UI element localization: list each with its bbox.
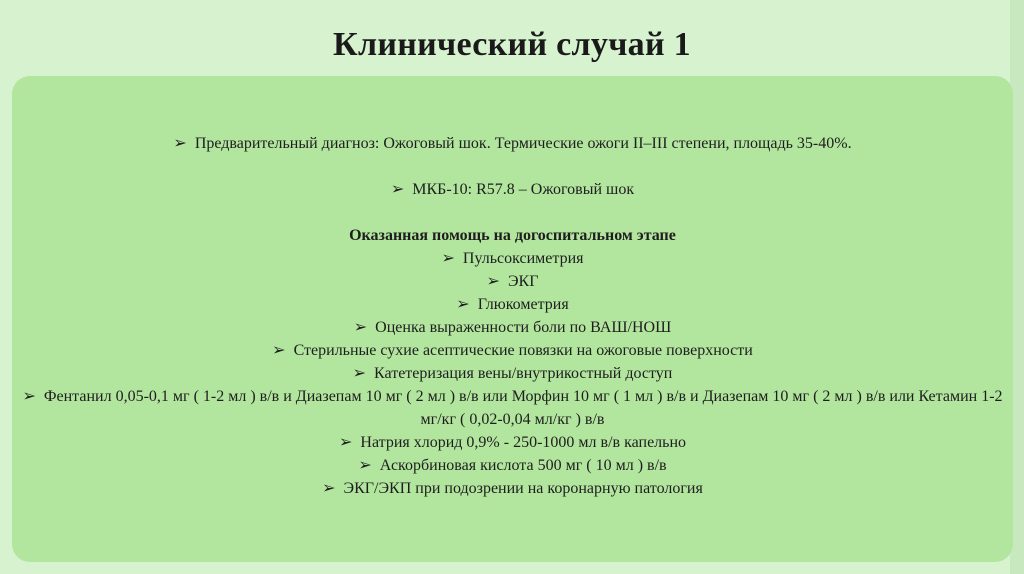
- list-item-text: Аскорбиновая кислота 500 мг ( 10 мл ) в/в: [379, 457, 667, 474]
- section-heading: Оказанная помощь на догоспитальном этапе: [349, 227, 676, 244]
- list-item: [12, 431, 1013, 454]
- spacer: [12, 201, 1013, 224]
- bullet-arrow-icon: ➢: [486, 273, 500, 290]
- list-item-text: Фентанил 0,05-0,1 мг ( 1-2 мл ) в/в и Диазепам 10 мг ( 2 мл ) в/в или Морфин 10 мг ( 1 мл ) в/в и Диазепам 10 мг ( 2 мл ) в/в или Кетамин 1-2 мг/кг ( 0,02-0,04 мл/кг ) в/в: [43, 388, 1003, 428]
- bullet-arrow-icon: ➢: [322, 480, 336, 497]
- list-item: [12, 270, 1013, 293]
- bullet-arrow-icon: ➢: [338, 434, 353, 451]
- list-item: [12, 247, 1013, 270]
- bullet-arrow-icon: ➢: [390, 181, 405, 198]
- list-item-text: ЭКГ: [507, 273, 539, 290]
- list-item: [12, 477, 1013, 500]
- diagnosis-text: Предварительный диагноз: Ожоговый шок. Термические ожоги II–III степени, площадь 35-40%.: [194, 135, 852, 152]
- spacer: [12, 155, 1013, 178]
- bullet-arrow-icon: ➢: [272, 342, 286, 359]
- list-item: [12, 293, 1013, 316]
- icd-line: [12, 178, 1013, 201]
- list-item: [12, 454, 1013, 477]
- list-item-text: Оценка выраженности боли по ВАШ/НОШ: [375, 319, 672, 336]
- list-item-text: Натрия хлорид 0,9% - 250-1000 мл в/в капельно: [360, 434, 687, 451]
- list-item: [12, 316, 1013, 339]
- bullet-arrow-icon: ➢: [358, 457, 372, 474]
- list-item-medication: [12, 385, 1013, 431]
- content-panel: [12, 76, 1013, 562]
- bullet-arrow-icon: ➢: [456, 296, 470, 313]
- list-item-text: Катетеризация вены/внутрикостный доступ: [374, 365, 673, 382]
- list-item-text: Пульсоксиметрия: [462, 250, 584, 267]
- diagnosis-line: [12, 132, 1013, 155]
- list-item-text: Стерильные сухие асептические повязки на ожоговые поверхности: [293, 342, 753, 359]
- slide-content: [12, 132, 1013, 500]
- list-item: [12, 362, 1013, 385]
- bullet-arrow-icon: ➢: [22, 388, 36, 405]
- bullet-arrow-icon: ➢: [352, 365, 367, 382]
- list-item-text: Глюкометрия: [477, 296, 569, 313]
- list-item: [12, 339, 1013, 362]
- bullet-arrow-icon: ➢: [173, 135, 187, 152]
- icd-text: МКБ-10: R57.8 – Ожоговый шок: [412, 181, 635, 198]
- bullet-arrow-icon: ➢: [353, 319, 368, 336]
- list-item-text: ЭКГ/ЭКП при подозрении на коронарную патология: [343, 480, 703, 497]
- bullet-arrow-icon: ➢: [441, 250, 455, 267]
- slide-title: Клинический случай 1: [333, 26, 691, 63]
